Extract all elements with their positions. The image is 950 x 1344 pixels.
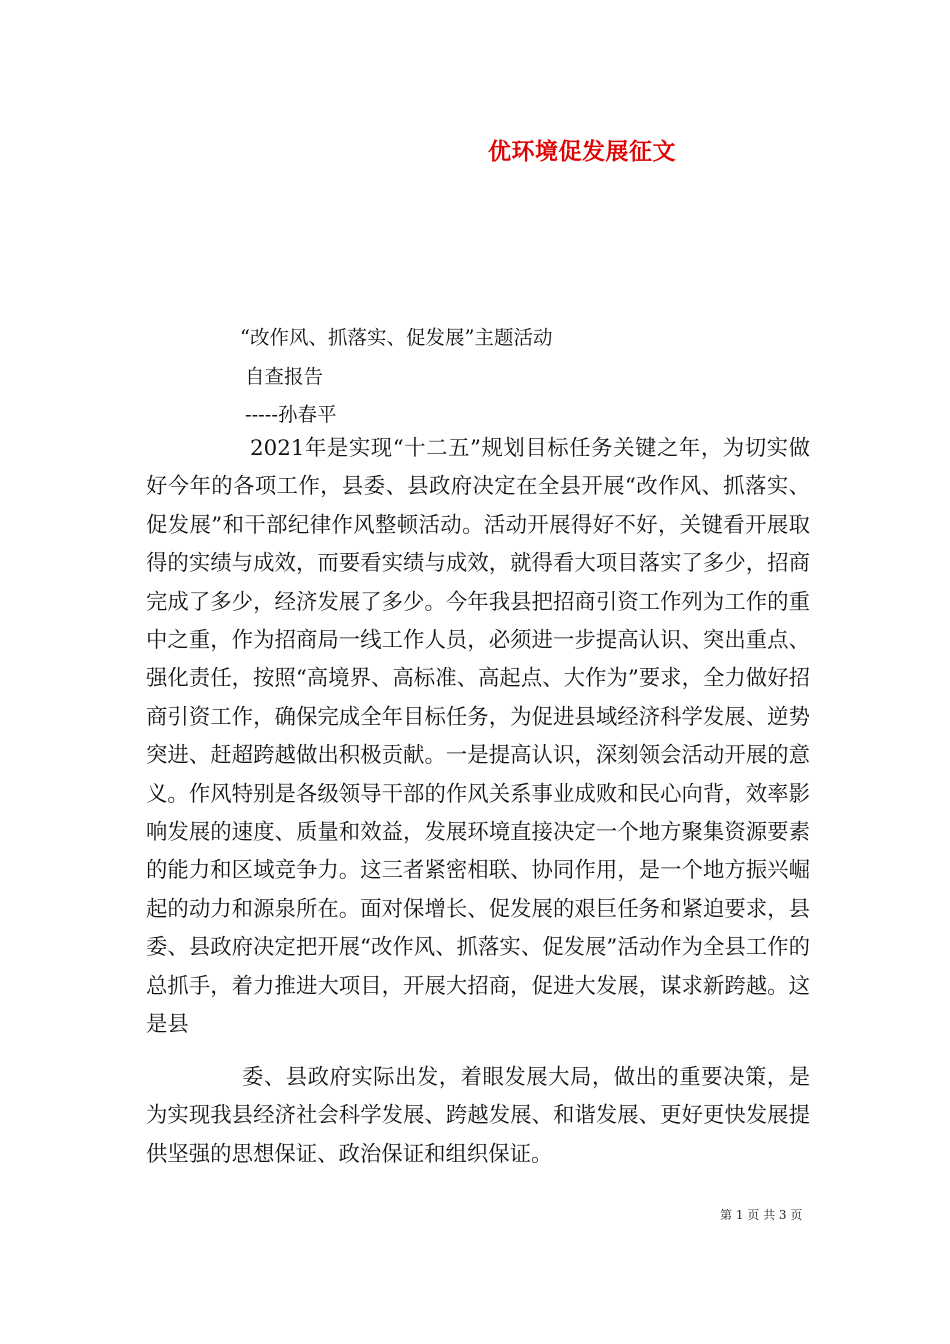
- activity-subheading: “改作风、抓落实、促发展”主题活动: [240, 326, 553, 349]
- body-paragraph-2: 委、县政府实际出发，着眼发展大局，做出的重要决策，是为实现我县经济社会科学发展、跨越发展、和谐发展、更好更快发展提供坚强的思想保证、政治保证和组织保证。: [146, 1065, 810, 1167]
- author-line: -----孙春平: [245, 403, 337, 426]
- body-paragraph-1: 2021年是实现“十二五”规划目标任务关键之年，为切实做好今年的各项工作，县委、县政府决定在全县开展“改作风、抓落实、促发展”和干部纪律作风整顿活动。活动开展得好不好，关键看开展取得的实绩与成效，而要看实绩与成效，就得看大项目落实了多少，招商完成了多少，经济发展了多少。今年我县把招商引资工作列为工作的重中之重，作为招商局一线工作人员，必须进一步提高认识、突出重点、强化责任，按照“高境界、高标准、高起点、大作为”要求，全力做好招商引资工作，确保完成全年目标任务，为促进县域经济科学发展、逆势突进、赶超跨越做出积极贡献。一是提高认识，深刻领会活动开展的意义。作风特别是各级领导干部的作风关系事业成败和民心向背，效率影响发展的速度、质量和效益，发展环境直接决定一个地方聚集资源要素的能力和区域竞争力。这三者紧密相联、协同作用，是一个地方振兴崛起的动力和源泉所在。面对保增长、促发展的艰巨任务和紧迫要求，县委、县政府决定把开展“改作风、抓落实、促发展”活动作为全县工作的总抓手，着力推进大项目，开展大招商，促进大发展，谋求新跨越。这是县: [146, 436, 810, 1038]
- document-title: 优环境促发展征文: [488, 139, 676, 165]
- page-number-footer: 第 1 页 共 3 页: [720, 1208, 803, 1222]
- report-subheading: 自查报告: [245, 365, 324, 388]
